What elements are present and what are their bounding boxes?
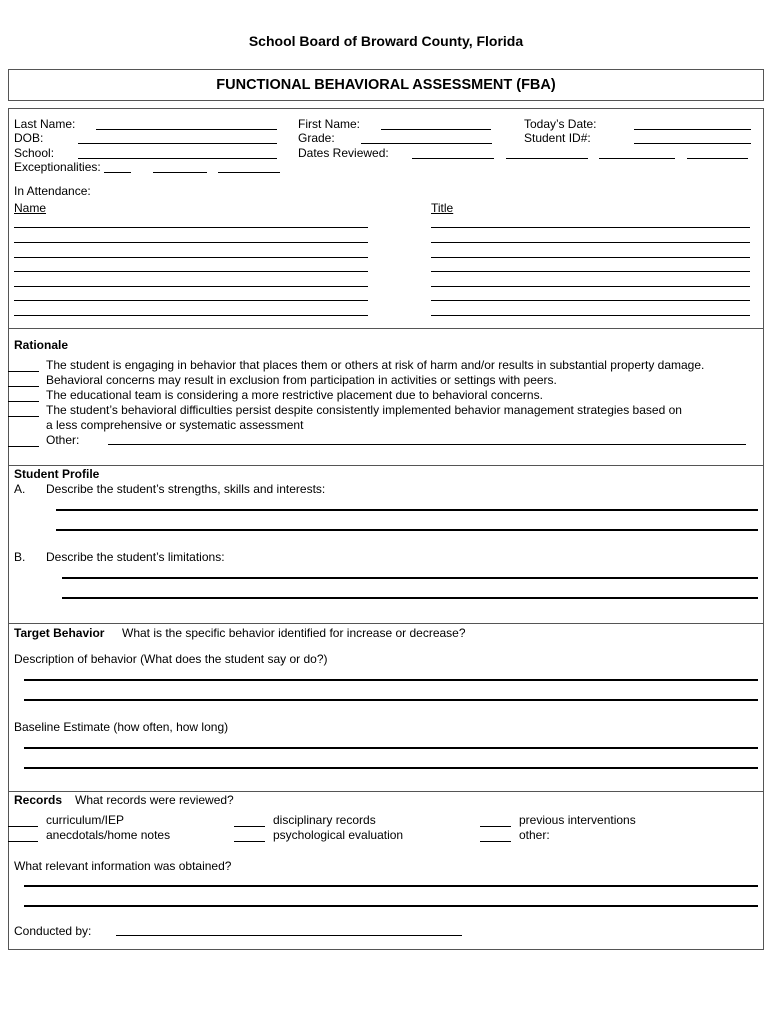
rationale-check-2[interactable] [8,386,39,387]
attendee-title-line[interactable] [431,286,750,287]
rationale-check-4[interactable] [8,416,39,417]
attendee-title-line[interactable] [431,227,750,228]
attendee-title-line[interactable] [431,271,750,272]
last-name-label: Last Name: [14,117,76,131]
todays-date-field[interactable] [634,129,751,130]
record-item: psychological evaluation [273,828,404,842]
attendee-title-line[interactable] [431,257,750,258]
attendee-name-line[interactable] [14,286,368,287]
date-reviewed-field-2[interactable] [506,158,588,159]
dob-label: DOB: [14,131,44,145]
target-behavior-question: What is the specific behavior identified for increase or decrease? [122,626,466,640]
school-board-header: School Board of Broward County, Florida [248,33,524,49]
strengths-line-2[interactable] [56,529,758,531]
dates-reviewed-label: Dates Reviewed: [298,146,389,160]
attendee-name-line[interactable] [14,271,368,272]
record-item: previous interventions [519,813,636,827]
record-item: anecdotals/home notes [46,828,171,842]
baseline-line-1[interactable] [24,747,758,749]
anecdotals-check[interactable] [8,841,38,842]
baseline-estimate-label: Baseline Estimate (how often, how long) [14,720,229,734]
previous-interventions-check[interactable] [480,826,511,827]
rationale-item: Behavioral concerns may result in exclusion from participation in activities or settings with peers. [46,373,557,387]
student-profile-heading: Student Profile [14,467,100,481]
date-reviewed-field-3[interactable] [599,158,675,159]
attendee-title-line[interactable] [431,315,750,316]
profile-b-letter: B. [14,550,26,564]
limitations-line-2[interactable] [62,597,758,599]
strengths-line-1[interactable] [56,509,758,511]
student-id-label: Student ID#: [524,131,591,145]
rationale-other-field[interactable] [108,444,746,445]
grade-field[interactable] [361,143,492,144]
record-item: disciplinary records [273,813,376,827]
exceptionality-field-3[interactable] [218,172,280,173]
rationale-check-other[interactable] [8,446,39,447]
profile-a-text: Describe the student’s strengths, skills and interests: [46,482,326,496]
rationale-check-1[interactable] [8,371,39,372]
exceptionality-field-2[interactable] [153,172,207,173]
profile-a-letter: A. [14,482,26,496]
school-field[interactable] [78,158,277,159]
record-item: curriculum/IEP [46,813,125,827]
rationale-item: The student’s behavioral difficulties persist despite consistently implemented behavior management strategies based on [46,403,682,417]
record-item: other: [519,828,550,842]
psychological-evaluation-check[interactable] [234,841,265,842]
in-attendance-label: In Attendance: [14,184,91,198]
baseline-line-2[interactable] [24,767,758,769]
disciplinary-records-check[interactable] [234,826,265,827]
rationale-item: The student is engaging in behavior that places them or others at risk of harm and/or results in substantial property damage. [46,358,705,372]
rationale-other-label: Other: [46,433,80,447]
dob-field[interactable] [78,143,277,144]
first-name-label: First Name: [298,117,361,131]
records-heading: Records [14,793,63,807]
rationale-item: a less comprehensive or systematic assessment [46,418,304,432]
attendee-name-line[interactable] [14,242,368,243]
section-divider [8,328,764,329]
section-divider [8,791,764,792]
exceptionalities-label: Exceptionalities: [14,160,101,174]
form-title: FUNCTIONAL BEHAVIORAL ASSESSMENT (FBA) [8,69,764,101]
student-id-field[interactable] [634,143,751,144]
rationale-heading: Rationale [14,338,69,352]
attendee-name-line[interactable] [14,257,368,258]
target-behavior-heading: Target Behavior [14,626,105,640]
curriculum-iep-check[interactable] [8,826,38,827]
limitations-line-1[interactable] [62,577,758,579]
profile-b-text: Describe the student’s limitations: [46,550,225,564]
relevant-info-line-1[interactable] [24,885,758,887]
school-label: School: [14,146,55,160]
attendee-title-line[interactable] [431,300,750,301]
behavior-description-line-2[interactable] [24,699,758,701]
date-reviewed-field-4[interactable] [687,158,748,159]
relevant-info-label: What relevant information was obtained? [14,859,232,873]
section-divider [8,623,764,624]
records-question: What records were reviewed? [75,793,234,807]
behavior-description-label: Description of behavior (What does the student say or do?) [14,652,328,666]
grade-label: Grade: [298,131,335,145]
conducted-by-label: Conducted by: [14,924,92,938]
rationale-check-3[interactable] [8,401,39,402]
last-name-field[interactable] [96,129,277,130]
attendee-title-line[interactable] [431,242,750,243]
exceptionality-field-1[interactable] [104,172,131,173]
rationale-item: The educational team is considering a more restrictive placement due to behavioral concerns. [46,388,543,402]
attendee-name-line[interactable] [14,300,368,301]
relevant-info-line-2[interactable] [24,905,758,907]
first-name-field[interactable] [381,129,491,130]
todays-date-label: Today’s Date: [524,117,597,131]
other-record-check[interactable] [480,841,511,842]
conducted-by-field[interactable] [116,935,462,936]
date-reviewed-field-1[interactable] [412,158,494,159]
attendee-name-line[interactable] [14,315,368,316]
attendee-name-line[interactable] [14,227,368,228]
section-divider [8,465,764,466]
attendance-name-header: Name [14,201,47,215]
attendance-title-header: Title [431,201,454,215]
behavior-description-line-1[interactable] [24,679,758,681]
